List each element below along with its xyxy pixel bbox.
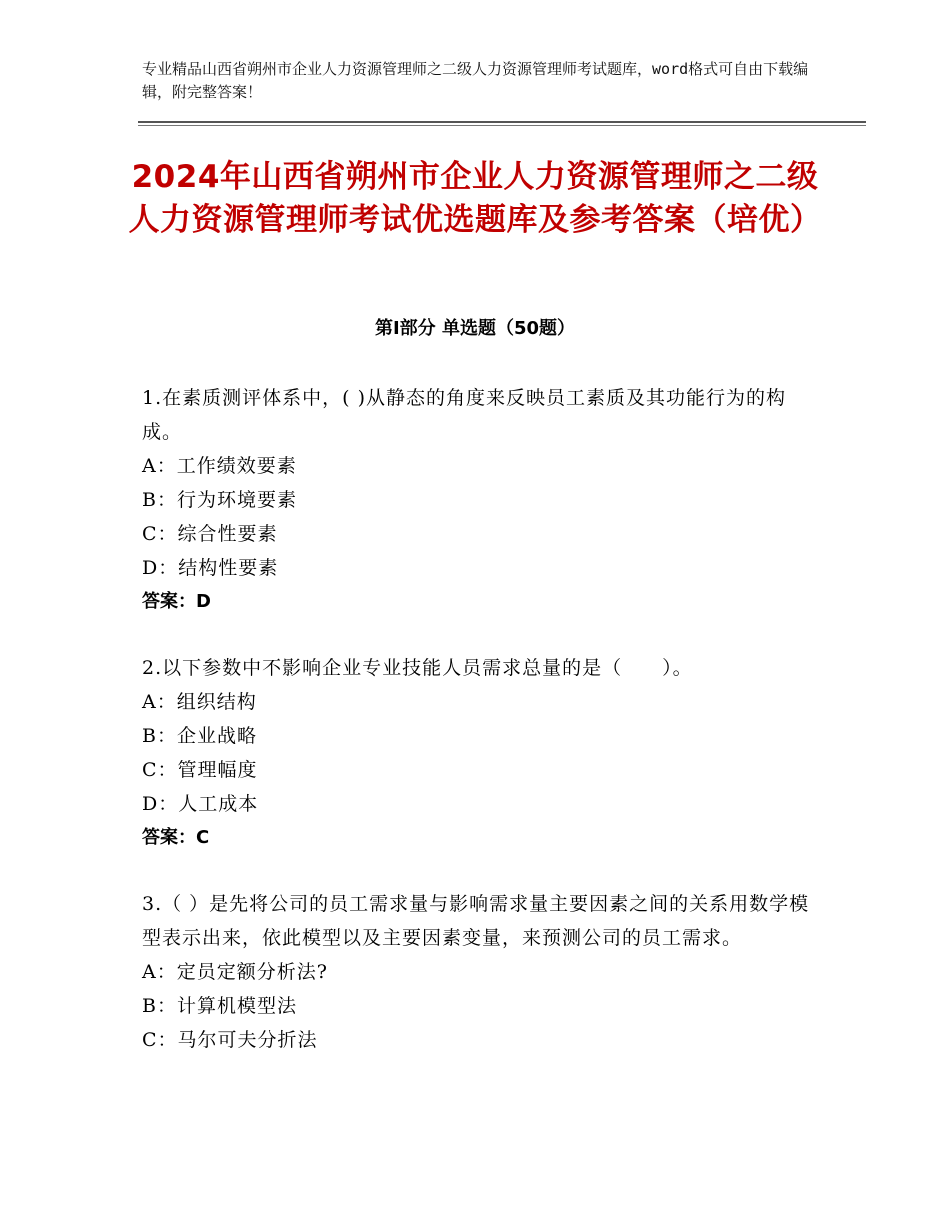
option-a: A：组织结构 — [142, 691, 257, 713]
option-c: C：管理幅度 — [142, 759, 258, 781]
question-2 — [142, 651, 822, 855]
option-b: B：计算机模型法 — [142, 995, 297, 1017]
question-1 — [142, 381, 822, 619]
header-note: 专业精品山西省朔州市企业人力资源管理师之二级人力资源管理师考试题库，word格式可自由下载编辑，附完整答案！ — [142, 60, 809, 101]
question-3 — [142, 887, 822, 1057]
question-list — [142, 381, 822, 1089]
option-d: D：结构性要素 — [142, 557, 279, 579]
option-b: B：企业战略 — [142, 725, 257, 747]
question-stem: 2.以下参数中不影响企业专业技能人员需求总量的是（ ）。 — [142, 657, 693, 679]
section-title: 第Ⅰ部分 单选题（50题） — [374, 318, 575, 339]
option-a: A：定员定额分析法? — [142, 961, 328, 983]
question-stem: 3.（ ）是先将公司的员工需求量与影响需求量主要因素之间的关系用数学模型表示出来，依此模型以及主要因素变量，来预测公司的员工需求。 — [142, 893, 810, 949]
option-c: C：综合性要素 — [142, 523, 278, 545]
option-d: D：人工成本 — [142, 793, 259, 815]
answer: 答案：D — [142, 591, 211, 612]
header-rule — [138, 121, 866, 123]
option-a: A：工作绩效要素 — [142, 455, 297, 477]
header-rule-thin — [138, 125, 866, 126]
option-b: B：行为环境要素 — [142, 489, 297, 511]
answer: 答案：C — [142, 827, 210, 848]
option-c: C：马尔可夫分折法 — [142, 1029, 318, 1051]
document-title: 2024年山西省朔州市企业人力资源管理师之二级人力资源管理师考试优选题库及参考答案（培优） — [128, 159, 822, 238]
question-stem: 1.在素质测评体系中，( )从静态的角度来反映员工素质及其功能行为的构成。 — [142, 387, 786, 443]
